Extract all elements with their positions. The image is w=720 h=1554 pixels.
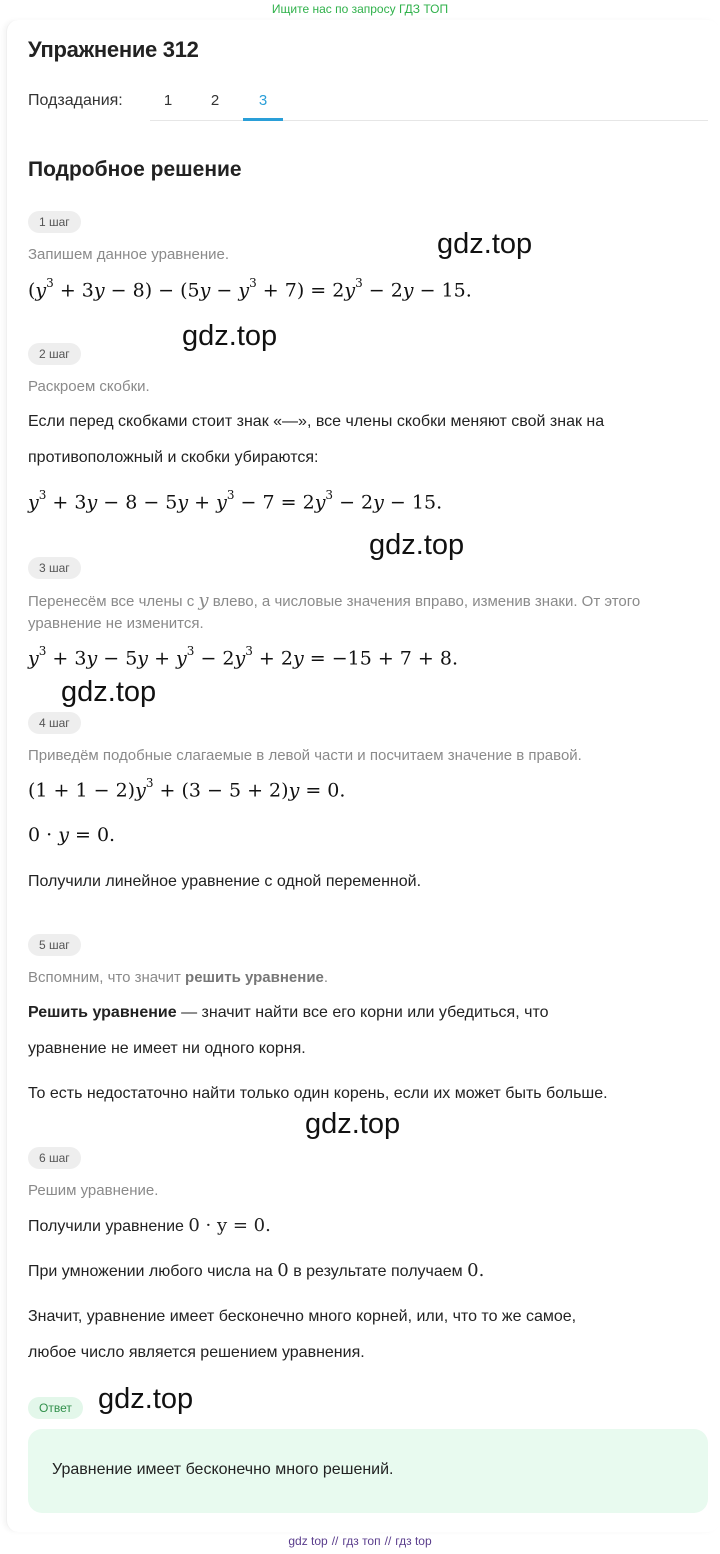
step-2-text-line-1: Если перед скобками стоит знак «—», все члены скобки меняют свой знак на (28, 413, 605, 430)
step-6-badge: 6 шаг (28, 1147, 81, 1169)
step-2-badge: 2 шаг (28, 343, 81, 365)
step-5-badge: 5 шаг (28, 934, 81, 956)
step-1-equation: $(y^3 + 3y - 8) - (5y - y^3 + 7) = 2y^3 - 2y - 15$. (28, 276, 472, 302)
watermark: gdz.top (305, 1108, 401, 1140)
watermark: gdz.top (437, 228, 533, 260)
tabs-divider (150, 120, 708, 121)
step-4-badge: 4 шаг (28, 712, 81, 734)
step-5-definition-line-2: уравнение не имеет ни одного корня. (28, 1040, 306, 1057)
step-6-line-3: Значит, уравнение имеет бесконечно много корней, или, что то же самое, (28, 1308, 577, 1325)
footer-separator: // (384, 1534, 392, 1548)
footer-link-1[interactable]: gdz top (288, 1534, 328, 1548)
step-3-equation: $y^3 + 3y - 5y + y^3 - 2y^3 + 2y = -15 + 7 + 8$. (28, 644, 459, 670)
footer-links (0, 1534, 720, 1548)
footer-link-3[interactable]: гдз top (395, 1534, 432, 1548)
step-1-badge: 1 шаг (28, 211, 81, 233)
step-5-definition-line-1: Решить уравнение — значит найти все его корни или убедиться, что (28, 1004, 549, 1021)
answer-text: Уравнение имеет бесконечно много решений. (52, 1461, 394, 1478)
step-5-hint: Вспомним, что значит решить уравнение. (28, 969, 329, 986)
step-3-badge: 3 шаг (28, 557, 81, 579)
watermark: gdz.top (98, 1383, 194, 1415)
subtasks-label: Подзадания: (28, 92, 123, 109)
watermark: gdz.top (61, 676, 157, 708)
step-6-line-1: Получили уравнение 0 · y = 0. (28, 1215, 271, 1236)
step-2-text-line-2: противоположный и скобки убираются: (28, 449, 319, 466)
page-title: Упражнение 312 (28, 37, 199, 62)
step-4-text: Получили линейное уравнение с одной переменной. (28, 873, 422, 890)
watermark: gdz.top (369, 529, 465, 561)
footer-separator: // (331, 1534, 339, 1548)
variable-y: y (198, 590, 209, 611)
step-2-hint: Раскроем скобки. (28, 378, 150, 395)
tab-subtask-3[interactable]: 3 (258, 92, 268, 109)
step-2-equation: $y^3 + 3y - 8 - 5y + y^3 - 7 = 2y^3 - 2y - 15$. (28, 488, 443, 514)
step-4-equation-2: 0 · y = 0. (28, 824, 116, 846)
step-4-equation-1: $(1 + 1 - 2)y^3 + (3 - 5 + 2)y = 0$. (28, 776, 346, 802)
solution-title: Подробное решение (28, 158, 242, 181)
step-3-hint-line-1: Перенесём все члены с y влево, а числовые значения вправо, изменив знаки. От этого (28, 590, 641, 611)
step-6-hint: Решим уравнение. (28, 1182, 159, 1199)
step-5-text: То есть недостаточно найти только один корень, если их может быть больше. (28, 1085, 608, 1102)
step-1-hint: Запишем данное уравнение. (28, 246, 230, 263)
tab-subtask-1[interactable]: 1 (163, 92, 173, 109)
step-3-hint-line-2: уравнение не изменится. (28, 615, 204, 632)
step-4-hint: Приведём подобные слагаемые в левой части и посчитаем значение в правой. (28, 747, 582, 764)
step-6-line-4: любое число является решением уравнения. (28, 1344, 365, 1361)
step-6-line-2: При умножении любого числа на 0 в результате получаем 0. (28, 1260, 485, 1281)
active-tab-indicator (243, 118, 283, 121)
search-banner[interactable]: Ищите нас по запросу ГДЗ ТОП (271, 2, 449, 16)
tab-subtask-2[interactable]: 2 (210, 92, 220, 109)
footer-link-2[interactable]: гдз топ (342, 1534, 381, 1548)
watermark: gdz.top (182, 320, 278, 352)
answer-badge: Ответ (28, 1397, 83, 1419)
